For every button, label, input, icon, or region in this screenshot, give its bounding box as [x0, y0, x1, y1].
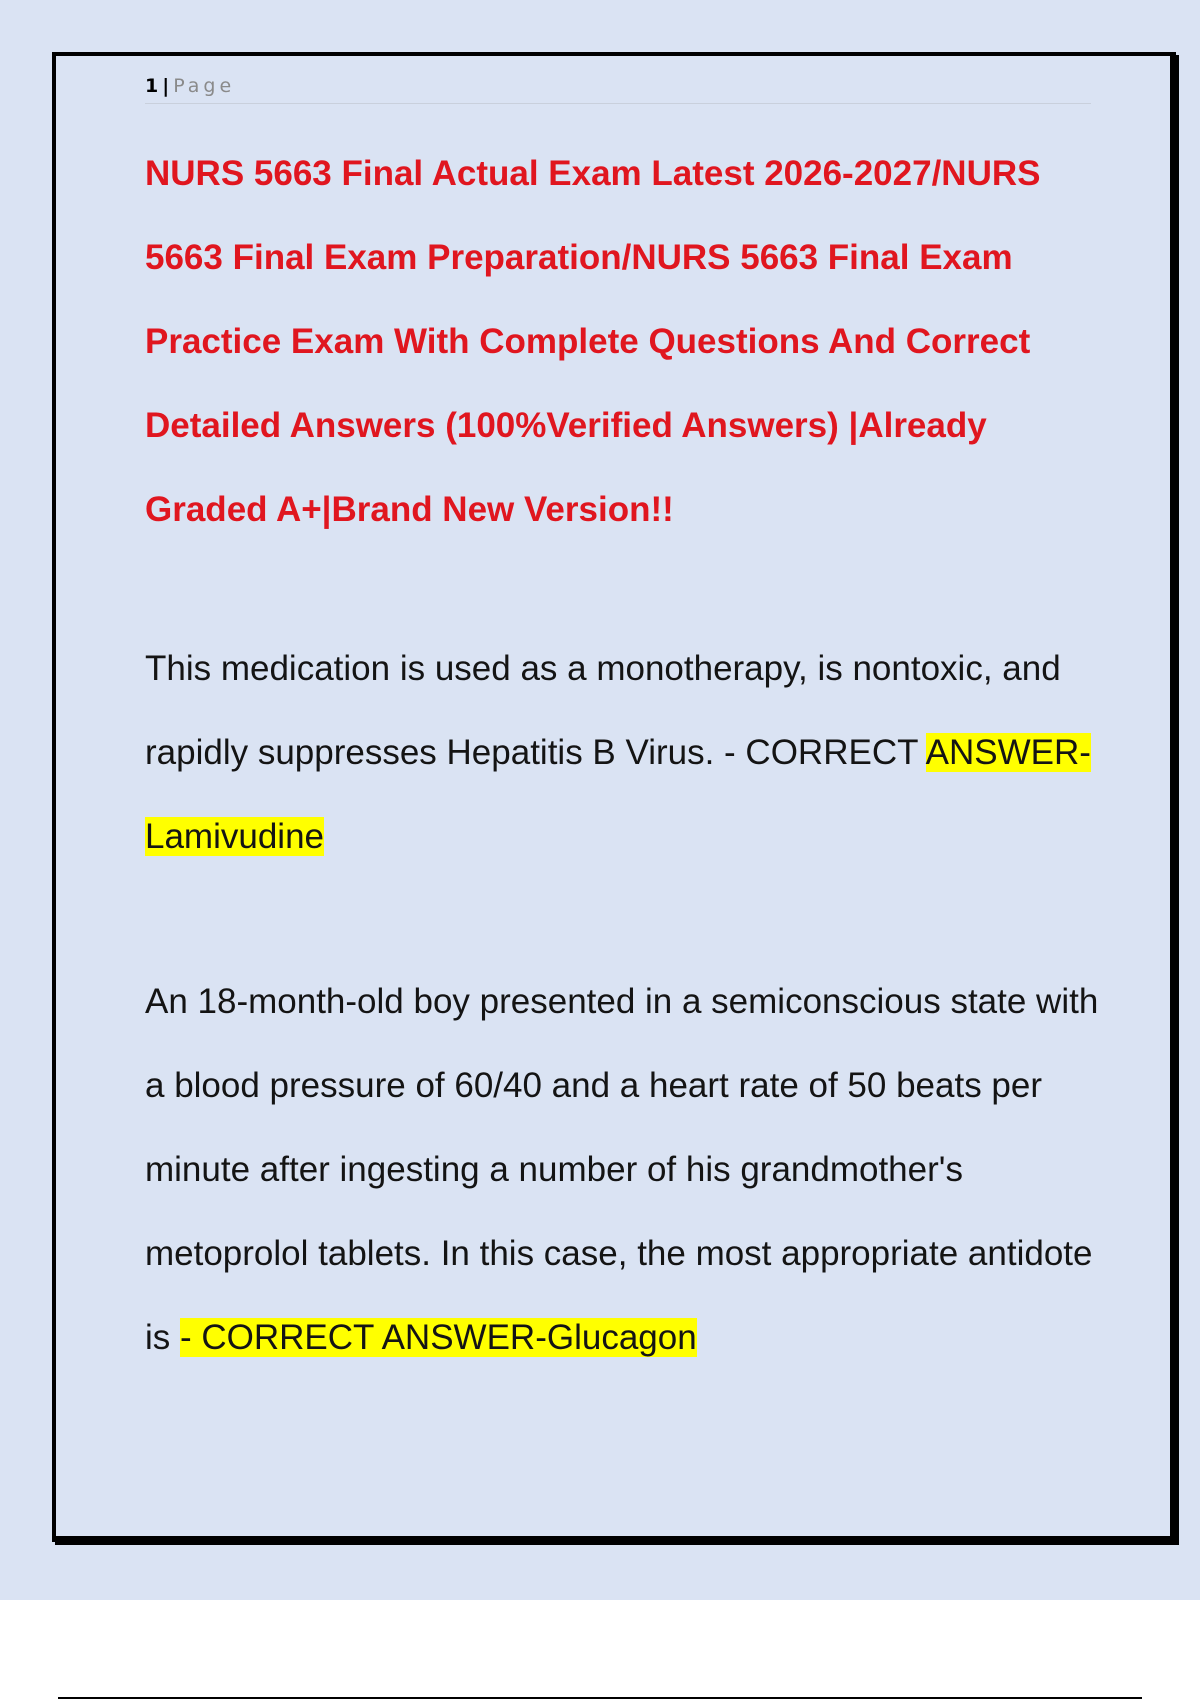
- question-block-1: [145, 627, 1105, 879]
- document-title: NURS 5663 Final Actual Exam Latest 2026-2027/NURS 5663 Final Exam Preparation/NURS 5663 Final Exam Practice Exam With Complete Questions And Correct Detailed Answers (100%Verified Answers) |Already Graded A+|Brand New Version!!: [145, 154, 1041, 529]
- question-block-2: [145, 960, 1105, 1380]
- page-separator: |: [162, 75, 170, 97]
- question-text-2: An 18-month-old boy presented in a semiconscious state with a blood pressure of 60/40 and a heart rate of 50 beats per minute after ingesting a number of his grandmother's metoprolol tablets. In this case, the most appropriate antidote is: [145, 982, 1099, 1357]
- footer-rule: [58, 1697, 1142, 1699]
- page-header: [145, 75, 1091, 104]
- answer-highlight-2: - CORRECT ANSWER-Glucagon: [180, 1318, 697, 1357]
- page-number: 1: [145, 75, 159, 97]
- answer-highlight-1: ANSWER-Lamivudine: [145, 733, 1091, 856]
- page-label: Page: [173, 75, 236, 97]
- question-text-1: This medication is used as a monotherapy, is nontoxic, and rapidly suppresses Hepatitis B Virus. - CORRECT: [145, 649, 1061, 772]
